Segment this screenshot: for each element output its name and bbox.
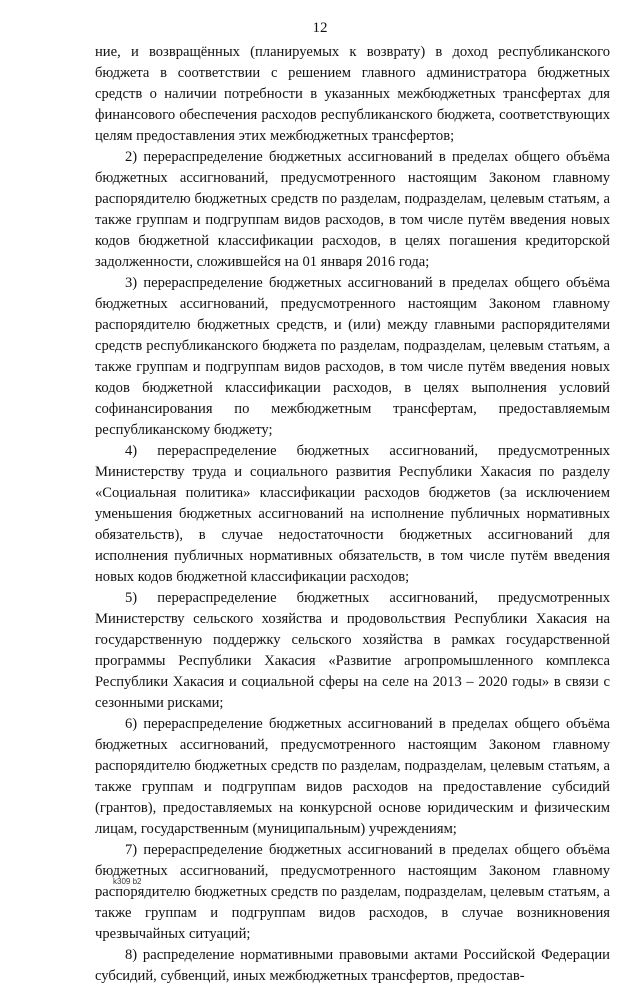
paragraph-item-2: 2) перераспределение бюджетных ассигнований в пределах общего объёма бюджетных ассигнований, предусмотренного настоящим Законом главному распорядителю бюджетных средств по разделам, подразделам, целевым статьям, а также группам и подгруппам видов расходов, в том числе путём введения новых кодов бюджетной классификации расходов, в целях погашения кредиторской задолженности, сложившейся на 01 января 2016 года; xyxy=(95,149,610,270)
paragraph-item-7: 7) перераспределение бюджетных ассигнований в пределах общего объёма бюджетных ассигнований, предусмотренного настоящим Законом главному распорядителю бюджетных средств по разделам, подразделам, целевым статьям, а также группам и подгруппам видов расходов, в случае возникновения чрезвычайных ситуаций; xyxy=(95,842,610,942)
page-number: 12 xyxy=(312,20,328,36)
paragraph-item-6: 6) перераспределение бюджетных ассигнований в пределах общего объёма бюджетных ассигнований, предусмотренного настоящим Законом главному распорядителю бюджетных средств по разделам, подразделам, целевым статьям, а также группам и подгруппам видов расходов на предоставление субсидий (грантов), предоставляемых на конкурсной основе юридическим и физическим лицам, государственным (муниципальным) учреждениям; xyxy=(95,716,610,837)
paragraph-item-5: 5) перераспределение бюджетных ассигнований, предусмотренных Министерству сельского хозяйства и продовольствия Республики Хакасия на государственную поддержку сельского хозяйства в рамках государственной программы Республики Хакасия «Развитие агропромышленного комплекса Республики Хакасия и социальной сферы на селе на 2013 – 2020 годы» в связи с сезонными рисками; xyxy=(95,590,610,711)
paragraph-item-3: 3) перераспределение бюджетных ассигнований в пределах общего объёма бюджетных ассигнований, предусмотренного настоящим Законом главному распорядителю бюджетных средств, и (или) между главными распорядителями средств республиканского бюджета по разделам, подразделам, целевым статьям, а также группам и подгруппам видов расходов, в том числе путём введения новых кодов бюджетной классификации расходов, в целях выполнения условий софинансирования по межбюджетным трансфертам, предоставляемым республиканскому бюджету; xyxy=(95,275,610,438)
paragraph-continuation: ние, и возвращённых (планируемых к возврату) в доход республиканского бюджета в соответствии с решением главного администратора бюджетных средств о наличии потребности в указанных межбюджетных трансфертах для финансового обеспечения расходов республиканского бюджета, соответствующих целям предоставления этих межбюджетных трансфертов; xyxy=(95,44,610,144)
footer-code: k309 b2 xyxy=(113,877,142,886)
paragraph-item-4: 4) перераспределение бюджетных ассигнований, предусмотренных Министерству труда и социального развития Республики Хакасия по разделу «Социальная политика» классификации расходов бюджетов (за исключением уменьшения бюджетных ассигнований на исполнение публичных нормативных обязательств), в случае недостаточности бюджетных ассигнований для исполнения публичных нормативных обязательств, в том числе путём введения новых кодов бюджетной классификации расходов; xyxy=(95,443,610,585)
document-body xyxy=(95,42,610,987)
paragraph-item-8: 8) распределение нормативными правовыми актами Российской Федерации субсидий, субвенций, иных межбюджетных трансфертов, предостав- xyxy=(95,947,610,984)
